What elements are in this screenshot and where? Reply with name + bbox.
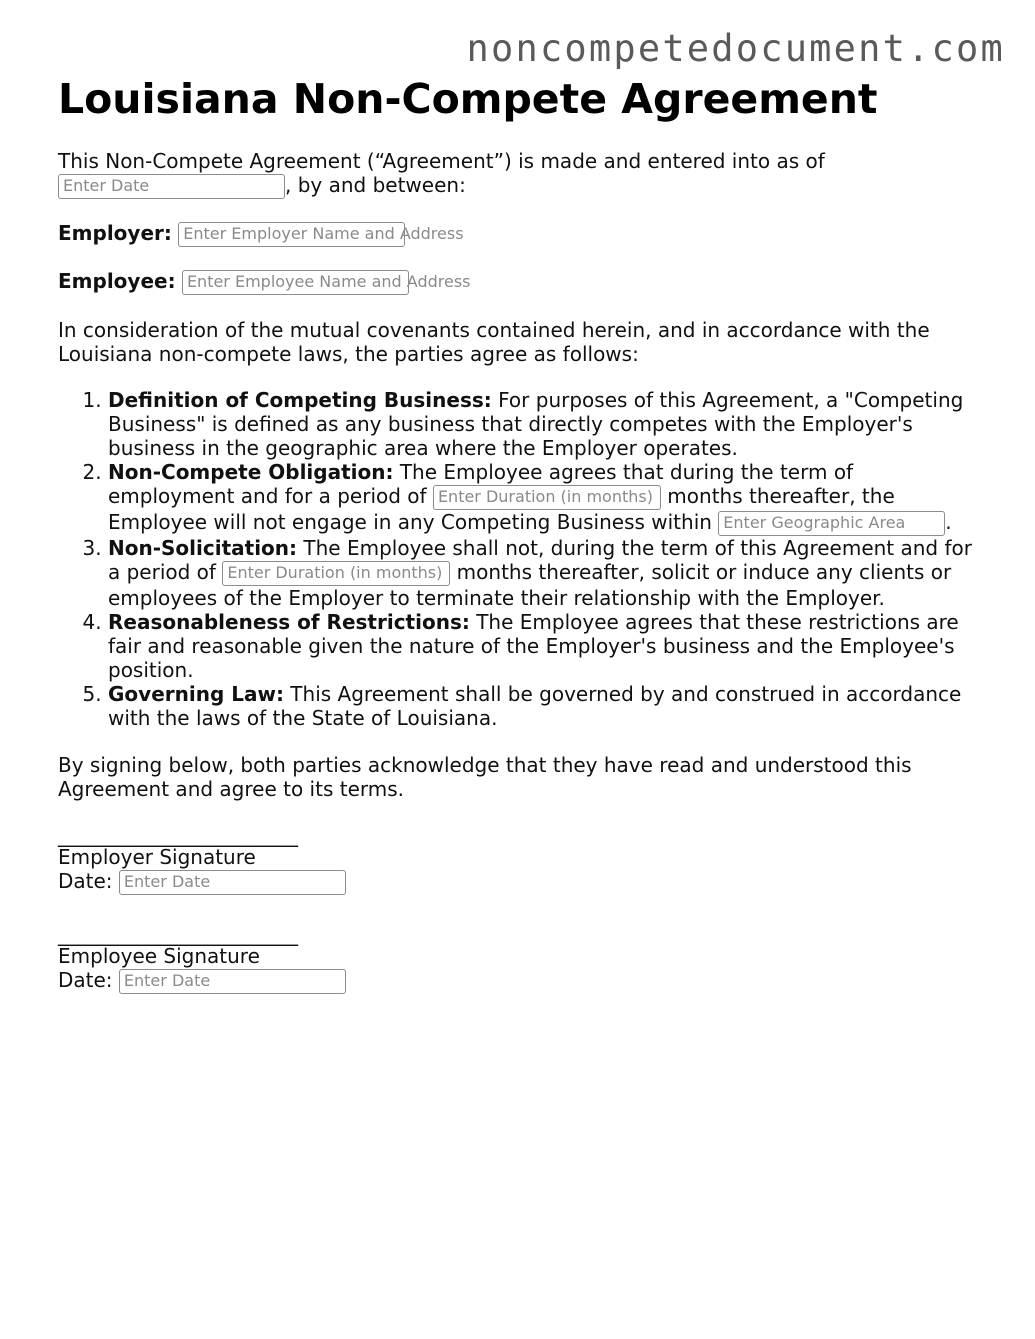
- clause-list: [58, 388, 983, 730]
- employer-signature-block: [58, 825, 983, 895]
- clause-item: [108, 682, 983, 730]
- clause-title: Non-Solicitation:: [108, 536, 298, 560]
- clause-text: This Agreement shall be governed by and construed in accordance with the laws of the State of Louisiana.: [108, 682, 962, 730]
- employee-name-input[interactable]: Enter Employee Name and Address: [182, 270, 409, 295]
- clause-text: The Employee shall not, during the term of this Agreement and for a period of: [108, 536, 972, 584]
- employee-signature-label: Employee Signature: [58, 944, 260, 968]
- clause-item: [108, 610, 983, 682]
- employer-date-input[interactable]: Enter Date: [119, 870, 346, 895]
- date-label: Date:: [58, 869, 113, 893]
- noncompete-duration-input[interactable]: Enter Duration (in months): [433, 485, 661, 510]
- clause-title: Governing Law:: [108, 682, 284, 706]
- employer-name-input[interactable]: Enter Employer Name and Address: [178, 222, 405, 247]
- site-watermark: noncompetedocument.com: [466, 27, 1005, 70]
- clause-item: [108, 460, 983, 536]
- clause-title: Non-Compete Obligation:: [108, 460, 394, 484]
- page-title: Louisiana Non-Compete Agreement: [58, 75, 878, 123]
- clause-text: months thereafter, solicit or induce any clients or employees of the Employer to terminate their relationship with the Employer.: [108, 560, 952, 610]
- clause-text: For purposes of this Agreement, a "Competing Business" is defined as any business that directly competes with the Employer's business in the geographic area where the Employer operates.: [108, 388, 964, 460]
- employee-date-input[interactable]: Enter Date: [119, 969, 346, 994]
- intro-text-after: , by and between:: [285, 173, 466, 197]
- employer-label: Employer:: [58, 221, 172, 245]
- clause-text: The Employee agrees that these restrictions are fair and reasonable given the nature of the Employer's business and the Employee's position.: [108, 610, 959, 682]
- nonsolicitation-duration-input[interactable]: Enter Duration (in months): [222, 561, 450, 586]
- agreement-date-input[interactable]: Enter Date: [58, 174, 285, 199]
- clause-title: Reasonableness of Restrictions:: [108, 610, 470, 634]
- employee-label: Employee:: [58, 269, 176, 293]
- clause-text: months thereafter, the Employee will not engage in any Competing Business within: [108, 484, 895, 534]
- agreement-document: [58, 76, 983, 994]
- clause-item: [108, 536, 983, 610]
- employer-signature-line[interactable]: ________________________: [58, 823, 298, 847]
- intro-paragraph: [58, 149, 983, 199]
- employee-date-row: [58, 968, 983, 994]
- employer-signature-label: Employer Signature: [58, 845, 256, 869]
- intro-text: This Non-Compete Agreement (“Agreement”) is made and entered into as of: [58, 149, 825, 173]
- employee-row: [58, 269, 983, 295]
- date-label: Date:: [58, 968, 113, 992]
- employee-signature-block: [58, 924, 983, 994]
- employee-signature-line[interactable]: ________________________: [58, 922, 298, 946]
- employer-row: [58, 221, 983, 247]
- clause-item: [108, 388, 983, 460]
- clause-title: Definition of Competing Business:: [108, 388, 492, 412]
- geographic-area-input[interactable]: Enter Geographic Area: [718, 511, 945, 536]
- employer-date-row: [58, 869, 983, 895]
- closing-paragraph: By signing below, both parties acknowledge that they have read and understood this Agreement and agree to its terms.: [58, 753, 912, 801]
- consideration-paragraph: In consideration of the mutual covenants contained herein, and in accordance with the Louisiana non-compete laws, the parties agree as follows:: [58, 318, 930, 366]
- clause-text: The Employee agrees that during the term of employment and for a period of: [108, 460, 854, 508]
- clause-text: .: [945, 510, 952, 534]
